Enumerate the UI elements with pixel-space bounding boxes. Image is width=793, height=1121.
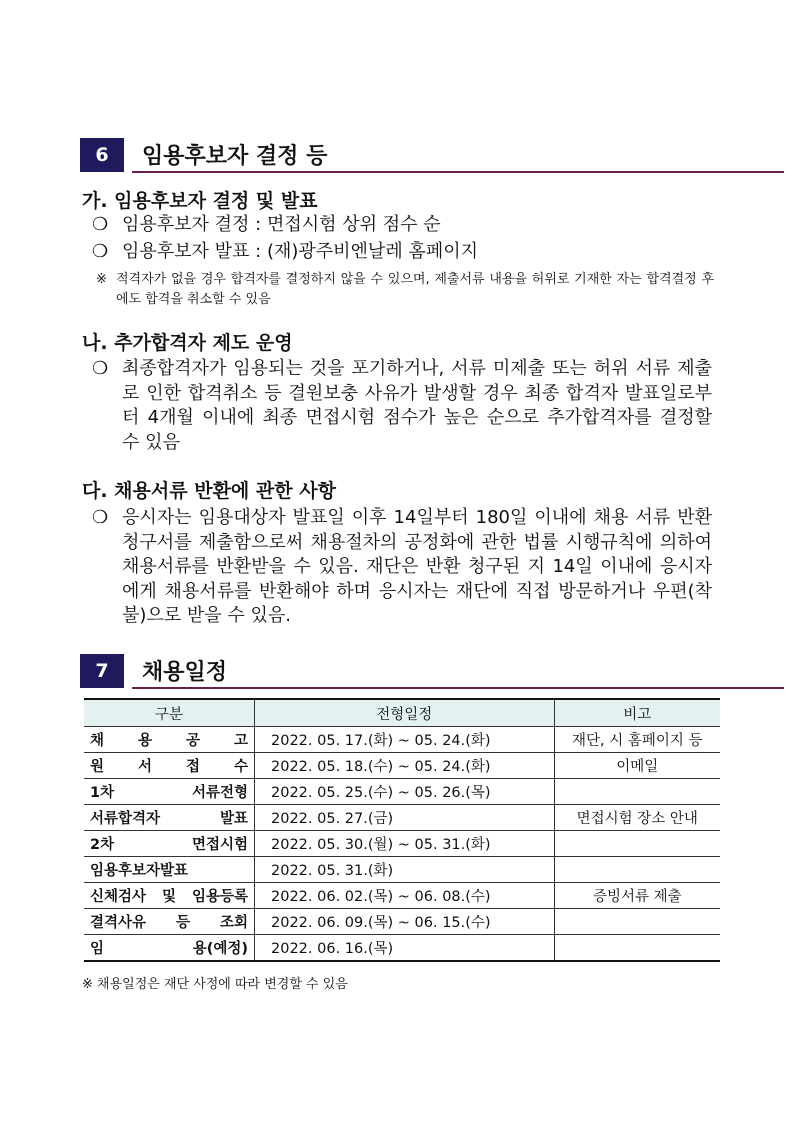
stage-cell: 1차 서류전형 [84,779,255,805]
stage-cell: 서류합격자 발표 [84,805,255,831]
column-header: 전형일정 [255,699,555,727]
list-item-text: 임용후보자 발표 : (재)광주비엔날레 홈페이지 [122,241,478,262]
date-cell: 2022. 05. 18.(수) ~ 05. 24.(화) [255,753,555,779]
table-row [84,805,720,831]
note-cell [554,857,720,883]
stage-cell: 결격사유 등 조회 [84,909,255,935]
stage-cell: 2차 면접시험 [84,831,255,857]
table-row [84,935,720,962]
note-cell: 면접시험 장소 안내 [554,805,720,831]
schedule-footnote: ※ 채용일정은 재단 사정에 따라 변경할 수 있음 [82,977,348,992]
date-cell: 2022. 05. 31.(화) [255,857,555,883]
list-item [92,506,712,629]
table-row [84,857,720,883]
column-header: 비고 [554,699,720,727]
date-cell: 2022. 06. 09.(목) ~ 06. 15.(수) [255,909,555,935]
table-row [84,779,720,805]
list-item-text: 최종합격자가 임용되는 것을 포기하거나, 서류 미제출 또는 허위 서류 제출로 인한 합격취소 등 결원보충 사유가 발생할 경우 최종 합격자 발표일로부터 4개월 이내에 최종 면접시험 점수가 높은 순으로 추가합격자를 결정할 수 있음 [122,358,712,453]
note-cell [554,831,720,857]
note-cell [554,779,720,805]
note-cell [554,909,720,935]
note-text: 적격자가 없을 경우 합격자를 결정하지 않을 수 있으며, 제출서류 내용을 허위로 기재한 자는 합격결정 후에도 합격을 취소할 수 있음 [116,272,714,307]
table-row [84,883,720,909]
list-item [92,357,712,455]
subheading-a: 가. 임용후보자 결정 및 발표 [82,190,318,212]
list-item-text: 임용후보자 결정 : 면접시험 상위 점수 순 [122,214,441,235]
circle-bullet-icon: ❍ [92,507,109,528]
note-cell: 이메일 [554,753,720,779]
stage-cell: 채 용 공 고 [84,727,255,753]
table-row [84,753,720,779]
subheading-b: 나. 추가합격자 제도 운영 [82,332,293,354]
subheading-c: 다. 채용서류 반환에 관한 사항 [82,480,336,502]
reference-mark-icon: ※ [96,272,107,287]
note-cell: 증빙서류 제출 [554,883,720,909]
date-cell: 2022. 06. 02.(목) ~ 06. 08.(수) [255,883,555,909]
table-header-row [84,699,720,727]
circle-bullet-icon: ❍ [92,358,109,379]
date-cell: 2022. 05. 17.(화) ~ 05. 24.(화) [255,727,555,753]
section-number: 7 [80,654,124,688]
section-title: 임용후보자 결정 등 [142,144,328,169]
date-cell: 2022. 06. 16.(목) [255,935,555,962]
note-cell: 재단, 시 홈페이지 등 [554,727,720,753]
note-cell [554,935,720,962]
circle-bullet-icon: ❍ [92,241,109,262]
section-title: 채용일정 [142,660,228,685]
date-cell: 2022. 05. 30.(월) ~ 05. 31.(화) [255,831,555,857]
stage-cell: 임 용(예정) [84,935,255,962]
date-cell: 2022. 05. 27.(금) [255,805,555,831]
stage-cell: 원 서 접 수 [84,753,255,779]
table-row [84,831,720,857]
date-cell: 2022. 05. 25.(수) ~ 05. 26.(목) [255,779,555,805]
list-item-text: 응시자는 임용대상자 발표일 이후 14일부터 180일 이내에 채용 서류 반환청구서를 제출함으로써 채용절차의 공정화에 관한 법률 시행규칙에 의하여 채용서류를 반환받을 수 있음. 재단은 반환 청구된 지 14일 이내에 응시자에게 채용서류를 반환해야 하며 응시자는 재단에 직접 방문하거나 우편(착불)으로 받을 수 있음. [122,507,712,626]
section-underline [132,687,784,689]
table-row [84,727,720,753]
stage-cell: 임용후보자발표 [84,857,255,883]
table-row [84,909,720,935]
section-number: 6 [80,138,124,172]
stage-cell: 신체검사 및 임용등록 [84,883,255,909]
note [96,270,714,310]
list-item [92,213,712,238]
list-item [92,240,712,265]
section-underline [132,171,784,173]
circle-bullet-icon: ❍ [92,214,109,235]
schedule-table [84,698,720,962]
column-header: 구분 [84,699,255,727]
